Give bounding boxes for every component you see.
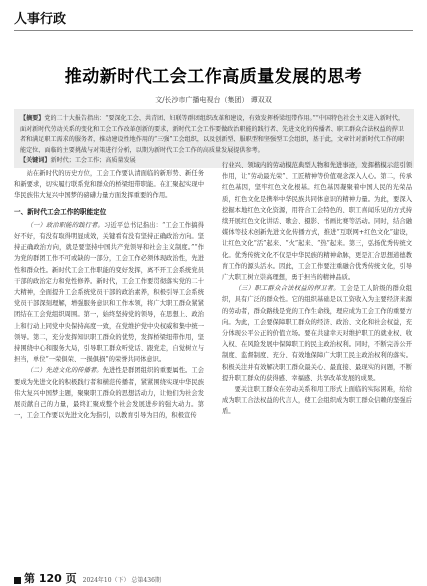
abstract-label: 【摘要】 xyxy=(20,115,45,122)
subheading-political: （一）政治职能的践行者。 xyxy=(26,221,105,229)
subheading-rights: （三）职工群众合法权益的捍卫者。 xyxy=(234,285,340,293)
subheading-culture: （二）先进文化的传播者。 xyxy=(26,367,103,375)
section-heading-1: 一、新时代工会工作的职能定位 xyxy=(14,207,107,216)
paragraph-text: 先进性是群团组织的重要属性。工会要成为先进文化的积极践行者和横范传播者，紧紧围绕实现中华民族伟大复兴中国梦主题，聚聚职工群众的思想活动力，让他们为社会发展贡献自己的力量，最终汇聚成整个社会发展进步的强大动力。第一，工会工作要以先进文化为指引，以教育引导为目的，积极宣传 xyxy=(14,367,205,420)
article-title: 推动新时代工会工作高质量发展的思考 xyxy=(64,67,363,87)
keywords-label: 【关键词】 xyxy=(20,157,51,164)
keywords-text: 新时代；工会工作；高质量发展 xyxy=(50,157,136,164)
paragraph xyxy=(222,283,412,384)
paragraph: 要关注职工群众在劳动关系和用工形式上面临的实际困难，给给成为职工合法权益的代言人，使工会组织成为职工群众信赖的坚强后盾。 xyxy=(222,386,412,416)
square-icon xyxy=(14,577,21,584)
intro-paragraph: 站在新时代的历史方位，工会工作要认清面临的新形势、新任务和新要求，切实履行联系党和群众的桥梁纽带职能。在汇聚起实现中华民族伟大复兴中国梦的磅礴力量方面发挥重要的作用。 xyxy=(14,170,204,200)
section-divider xyxy=(14,30,413,31)
abstract-text: 党的二十大报告指出：“要深化工会、共青团、妇联等群团组织改革和建设，有效发挥桥梁纽带作用。”“中国特色社会主义进入新时代，面对新时代劳动关系的变化和工会工作改革创新的要求，新时代工会工作要做政治职能的践行者、先进文化的传播者、职工群众合法权益的捍卫者和满足职工需求的服务者，推动建设性地作用的“三强”工会组织，以及创新型、服职型和坚强型工会组织，基于此，文章针对新时代工作的职能定位、面临的主要挑战与对策进行分析，以期为新时代工会工作的高质量发展提供参考。 xyxy=(20,115,405,154)
paragraph xyxy=(14,220,204,366)
right-column xyxy=(222,160,412,418)
left-column xyxy=(14,168,204,421)
paragraph xyxy=(14,365,204,421)
page-footer xyxy=(14,570,161,586)
page-number: 第 120 页 xyxy=(24,572,77,585)
issue-info: 2024年10（下） 总第436期 xyxy=(82,577,161,584)
paragraph: 行业兴、领域内的劳动模范典型人物和先进事迹，发挥楷模示范引领作用，让“劳动最光荣”、工匠精神等价值观念深入人心。第二，传承红色基因，坚牢红色文化根基。红色基因凝聚着中国人民的光荣品质，红色文化是携举中华民族共同体意识的精神力量。为此，要深入挖掘本地红色文化资源，用符合工会特色的、职工喜闻乐见的方式持续开展红色文化讲话、歌会、摄影、书画比赛等活动。同时，结合融媒体等技术创新先进文化传播方式，推进“互联网+红色文化”建设，让红色文化“活”起来、“火”起来、“热”起来。第三，弘扬优秀传统文化。优秀传统文化不仅是中华民族的精神命脉，更是汇合思想道德教育工作的源头活水。因此，工会工作要注重融合优秀传统文化，引导广大职工树立崇高理想，勇于担当的精神品质。 xyxy=(222,162,412,282)
paragraph-text: 工会是工人阶级的群众组织，具有广泛的群众性。它的组织基础是以工资收入为主要经济来源的劳动者，群众路线是党的工作生命线，理应成为工会工作的重要方向。为此，工会要保障职工群众的经济、政治、文化和社会权益，充分体现公平公正的价值立场。要在共建幸天对维护职工的就业权、收入权、在风险发展中保障职工的民主政治权利。同时，不断完善公开制度、监督制度、充分、有效地保障广大职工民主政治权利的落实。积极关注并有效解决职工群众最关心、最直接、最现实的问题，不断提升职工群众的获得感、幸福感、共享改革发展的成果。 xyxy=(222,285,413,382)
paragraph-text: 习近平总书记指出：“工会工作搞得好不好，有没有取得明显成效，关键看有没有坚持正确政治方向。坚持正确政治方向，就是要坚持中国共产党领导和社会主义制度。”“作为党的群团工作不可或缺的一部分，工会工作必须体现政治性，先进性和群众性。新时代工会工作职能的变好发挥，离不开工会系统党员干部的政治定力和党性修养。新时代，工会工作要贯彻落实党的二十大精神，全面提升工会系统党员干部的政治素养，积极引导工会系统党员干部深刻理解，增强服务意识和工作本领，将广大职工群众紧紧团结在工会党组织周围。第一，始终坚持党的领导，在思想上、政治上和行动上同党中央保持高度一致，在党维护党中央权威和集中统一领导。第二，充分发挥知识职工群众的优势，发挥桥梁纽带作用，坚持围绕中心和服务大局，引导职工群众听党话、跟党走，自觉树立与担当，单位“一荣俱荣、一损俱损”的荣誉共同体意识。 xyxy=(14,221,204,364)
article-byline: 文/长沙市广播电视台（集团） 谭双双 xyxy=(155,96,272,104)
section-tag: 人事行政 xyxy=(14,12,67,27)
